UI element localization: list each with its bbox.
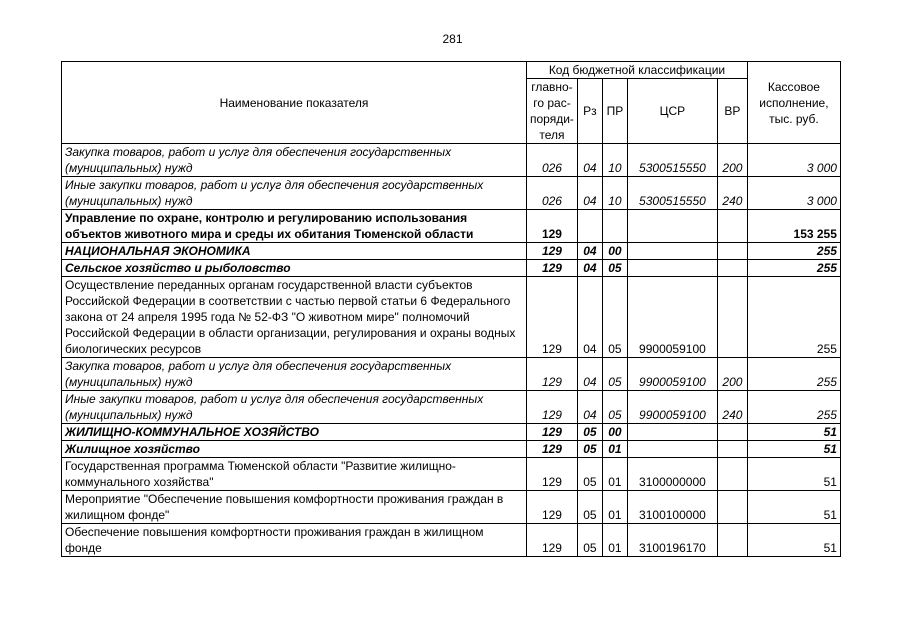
header-amount-line: Кассовое <box>767 79 820 94</box>
cell-glavn: 129 <box>527 441 578 458</box>
cell-name: Закупка товаров, работ и услуг для обеспечения государственных (муниципальных) нужд <box>62 144 527 177</box>
table-row <box>62 260 841 277</box>
cell-amount: 51 <box>747 424 840 441</box>
cell-amount: 51 <box>747 524 840 557</box>
cell-glavn: 129 <box>527 277 578 358</box>
cell-csr: 3100196170 <box>627 524 717 557</box>
cell-rz: 04 <box>577 277 602 358</box>
cell-rz: 04 <box>577 144 602 177</box>
cell-glavn: 129 <box>527 524 578 557</box>
cell-vr: 240 <box>717 391 747 424</box>
cell-rz: 04 <box>577 391 602 424</box>
table-row <box>62 391 841 424</box>
cell-name: Сельское хозяйство и рыболовство <box>62 260 527 277</box>
cell-name: НАЦИОНАЛЬНАЯ ЭКОНОМИКА <box>62 243 527 260</box>
cell-vr <box>717 491 747 524</box>
cell-pr: 01 <box>602 524 627 557</box>
cell-rz: 04 <box>577 243 602 260</box>
table-row <box>62 458 841 491</box>
table-row <box>62 177 841 210</box>
header-amount-line: тыс. руб. <box>769 111 819 126</box>
header-glavn-line: главно- <box>531 80 573 94</box>
cell-csr <box>627 243 717 260</box>
cell-rz: 05 <box>577 491 602 524</box>
header-rz: Рз <box>577 79 602 144</box>
header-pr: ПР <box>602 79 627 144</box>
page-number: 281 <box>442 32 463 46</box>
cell-glavn: 129 <box>527 424 578 441</box>
header-amount-line: исполнение, <box>759 95 829 110</box>
table-row <box>62 524 841 557</box>
header-name: Наименование показателя <box>62 62 527 144</box>
cell-rz: 04 <box>577 177 602 210</box>
cell-csr <box>627 260 717 277</box>
cell-pr: 00 <box>602 243 627 260</box>
cell-name: Осуществление переданных органам государственной власти субъектов Российской Федерации в соответствии с частью первой статьи 6 Федерального закона от 24 апреля 1995 года № 52-ФЗ "О животном мире" полномочий Российской Федерации в области организации, регулирования и охраны водных биологических ресурсов <box>62 277 527 358</box>
cell-pr: 10 <box>602 144 627 177</box>
cell-pr: 01 <box>602 491 627 524</box>
cell-amount: 3 000 <box>747 177 840 210</box>
cell-csr <box>627 441 717 458</box>
cell-amount: 3 000 <box>747 144 840 177</box>
cell-amount: 51 <box>747 458 840 491</box>
cell-csr: 3100000000 <box>627 458 717 491</box>
cell-rz: 04 <box>577 260 602 277</box>
cell-rz: 05 <box>577 524 602 557</box>
cell-glavn: 129 <box>527 243 578 260</box>
cell-pr: 01 <box>602 458 627 491</box>
cell-pr: 05 <box>602 277 627 358</box>
cell-amount: 255 <box>747 277 840 358</box>
header-glavn-line: теля <box>539 128 565 142</box>
table-row <box>62 441 841 458</box>
cell-name: Иные закупки товаров, работ и услуг для обеспечения государственных (муниципальных) нужд <box>62 177 527 210</box>
cell-glavn: 129 <box>527 210 578 243</box>
cell-vr: 200 <box>717 358 747 391</box>
cell-rz: 05 <box>577 458 602 491</box>
cell-vr <box>717 524 747 557</box>
cell-pr: 05 <box>602 391 627 424</box>
cell-name: Закупка товаров, работ и услуг для обеспечения государственных (муниципальных) нужд <box>62 358 527 391</box>
cell-vr <box>717 441 747 458</box>
table-row <box>62 358 841 391</box>
cell-amount: 255 <box>747 358 840 391</box>
cell-name: ЖИЛИЩНО-КОММУНАЛЬНОЕ ХОЗЯЙСТВО <box>62 424 527 441</box>
cell-vr <box>717 277 747 358</box>
cell-rz: 05 <box>577 424 602 441</box>
cell-csr: 9900059100 <box>627 358 717 391</box>
cell-amount: 255 <box>747 243 840 260</box>
cell-vr: 200 <box>717 144 747 177</box>
cell-name: Иные закупки товаров, работ и услуг для обеспечения государственных (муниципальных) нужд <box>62 391 527 424</box>
cell-vr <box>717 260 747 277</box>
cell-vr: 240 <box>717 177 747 210</box>
cell-name: Мероприятие "Обеспечение повышения комфортности проживания граждан в жилищном фонде" <box>62 491 527 524</box>
table-row <box>62 491 841 524</box>
table-row <box>62 210 841 243</box>
cell-vr <box>717 243 747 260</box>
cell-vr <box>717 424 747 441</box>
table-row <box>62 144 841 177</box>
cell-csr <box>627 210 717 243</box>
cell-pr: 05 <box>602 358 627 391</box>
table-row <box>62 243 841 260</box>
header-vr: ВР <box>717 79 747 144</box>
cell-rz <box>577 210 602 243</box>
cell-pr <box>602 210 627 243</box>
cell-csr <box>627 424 717 441</box>
cell-amount: 255 <box>747 391 840 424</box>
table-header <box>62 62 841 144</box>
cell-name: Управление по охране, контролю и регулированию использования объектов животного мира и среды их обитания Тюменской области <box>62 210 527 243</box>
cell-name: Жилищное хозяйство <box>62 441 527 458</box>
cell-csr: 3100100000 <box>627 491 717 524</box>
cell-glavn: 129 <box>527 358 578 391</box>
budget-table <box>61 61 841 557</box>
cell-pr: 05 <box>602 260 627 277</box>
header-glavn <box>527 79 578 144</box>
header-amount <box>747 62 840 144</box>
cell-glavn: 129 <box>527 491 578 524</box>
cell-pr: 10 <box>602 177 627 210</box>
cell-rz: 05 <box>577 441 602 458</box>
table-row <box>62 277 841 358</box>
cell-glavn: 026 <box>527 177 578 210</box>
cell-amount: 153 255 <box>747 210 840 243</box>
cell-name: Обеспечение повышения комфортности проживания граждан в жилищном фонде <box>62 524 527 557</box>
cell-csr: 5300515550 <box>627 144 717 177</box>
cell-pr: 01 <box>602 441 627 458</box>
cell-amount: 255 <box>747 260 840 277</box>
cell-amount: 51 <box>747 441 840 458</box>
table-row <box>62 424 841 441</box>
cell-pr: 00 <box>602 424 627 441</box>
cell-vr <box>717 458 747 491</box>
cell-glavn: 129 <box>527 391 578 424</box>
header-code-group: Код бюджетной классификации <box>527 62 748 79</box>
cell-csr: 9900059100 <box>627 391 717 424</box>
cell-name: Государственная программа Тюменской области "Развитие жилищно-коммунального хозяйства" <box>62 458 527 491</box>
cell-rz: 04 <box>577 358 602 391</box>
cell-glavn: 026 <box>527 144 578 177</box>
cell-vr <box>717 210 747 243</box>
cell-glavn: 129 <box>527 458 578 491</box>
cell-amount: 51 <box>747 491 840 524</box>
table-body <box>62 144 841 557</box>
cell-csr: 5300515550 <box>627 177 717 210</box>
header-glavn-line: поряди- <box>530 112 574 126</box>
cell-glavn: 129 <box>527 260 578 277</box>
header-csr: ЦСР <box>627 79 717 144</box>
cell-csr: 9900059100 <box>627 277 717 358</box>
header-glavn-line: го рас- <box>533 96 571 110</box>
